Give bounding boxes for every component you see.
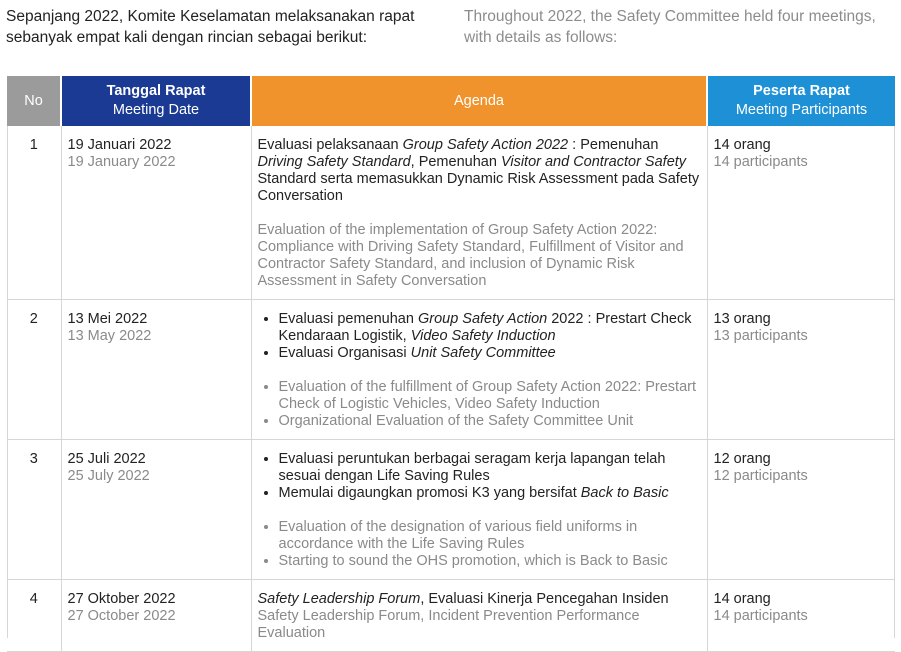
row-number: 3 [7, 440, 61, 580]
intro-text-english: Throughout 2022, the Safety Committee held four meetings, with details as follows: [464, 8, 876, 46]
date-en: 19 January 2022 [67, 154, 176, 170]
date-id: 19 Januari 2022 [67, 137, 172, 153]
participants-en: 12 participants [713, 468, 808, 484]
list-item: • Starting to sound the OHS promotion, which is Back to Basic [279, 553, 701, 570]
participants-id: 12 orang [713, 451, 771, 467]
row-participants [707, 300, 895, 440]
row-agenda [251, 300, 707, 440]
participants-en: 14 participants [713, 154, 808, 170]
row-date [61, 580, 251, 652]
agenda-id: Evaluasi pelaksanaan Group Safety Action 2022 : Pemenuhan Driving Safety Standard, Pemenuhan Visitor and Contractor Safety Standard serta memasukkan Dynamic Risk Assessment pada Safety Conversation [257, 137, 700, 204]
row-date [61, 300, 251, 440]
date-id: 25 Juli 2022 [67, 451, 146, 467]
agenda-id-list [258, 451, 701, 502]
list-item: • Evaluation of the designation of various field uniforms in accordance with the Life Saving Rules [279, 519, 701, 553]
table-row [7, 126, 895, 300]
date-en: 27 October 2022 [67, 608, 176, 624]
agenda-id-list [258, 311, 701, 362]
header-date-en: Meeting Date [112, 102, 200, 118]
list-item: • Evaluation of the fulfillment of Group Safety Action 2022: Prestart Check of Logistic Vehicles, Video Safety Induction [279, 379, 701, 413]
date-en: 25 July 2022 [67, 468, 150, 484]
list-item: • Evaluasi Organisasi Unit Safety Committee [279, 345, 701, 362]
row-participants [707, 440, 895, 580]
header-agenda: Agenda [251, 76, 707, 126]
agenda-en: Evaluation of the implementation of Group Safety Action 2022: Compliance with Driving Safety Standard, Fulfillment of Visitor and Contractor Safety Standard, and inclusion of Dynamic Risk Assessment in Safety Conversation [257, 222, 684, 289]
list-item: • Evaluasi peruntukan berbagai seragam kerja lapangan telah sesuai dengan Life Saving Rules [279, 451, 701, 485]
header-no: No [7, 76, 61, 126]
table-row [7, 580, 895, 652]
row-participants [707, 580, 895, 652]
participants-id: 13 orang [713, 311, 771, 327]
list-item: • Memulai digaungkan promosi K3 yang bersifat Back to Basic [279, 485, 701, 502]
row-participants [707, 126, 895, 300]
header-part-en: Meeting Participants [735, 102, 868, 118]
list-item: • Evaluasi pemenuhan Group Safety Action 2022 : Prestart Check Kendaraan Logistik, Video Safety Induction [279, 311, 701, 345]
row-date [61, 126, 251, 300]
table-row [7, 440, 895, 580]
agenda-en-list [258, 379, 701, 430]
header-participants [707, 76, 895, 126]
date-id: 13 Mei 2022 [67, 311, 148, 327]
participants-id: 14 orang [713, 137, 771, 153]
date-en: 13 May 2022 [67, 328, 152, 344]
date-id: 27 Oktober 2022 [67, 591, 176, 607]
agenda-en-list [258, 519, 701, 570]
participants-en: 13 participants [713, 328, 808, 344]
intro-text-indonesian: Sepanjang 2022, Komite Keselamatan melaksanakan rapat sebanyak empat kali dengan rincian sebagai berikut: [6, 8, 415, 46]
table-header-row [7, 76, 895, 126]
participants-id: 14 orang [713, 591, 771, 607]
row-date [61, 440, 251, 580]
meeting-table [7, 76, 895, 652]
row-number: 2 [7, 300, 61, 440]
row-agenda [251, 440, 707, 580]
list-item: • Organizational Evaluation of the Safety Committee Unit [279, 413, 701, 430]
table-row [7, 300, 895, 440]
header-meeting-date [61, 76, 251, 126]
row-number: 1 [7, 126, 61, 300]
header-date-id: Tanggal Rapat [106, 83, 206, 99]
row-number: 4 [7, 580, 61, 652]
row-agenda [251, 580, 707, 652]
agenda-en: Safety Leadership Forum, Incident Prevention Performance Evaluation [257, 608, 640, 641]
agenda-id: Safety Leadership Forum, Evaluasi Kinerja Pencegahan Insiden [257, 591, 669, 607]
participants-en: 14 participants [713, 608, 808, 624]
row-agenda [251, 126, 707, 300]
header-part-id: Peserta Rapat [753, 83, 850, 99]
